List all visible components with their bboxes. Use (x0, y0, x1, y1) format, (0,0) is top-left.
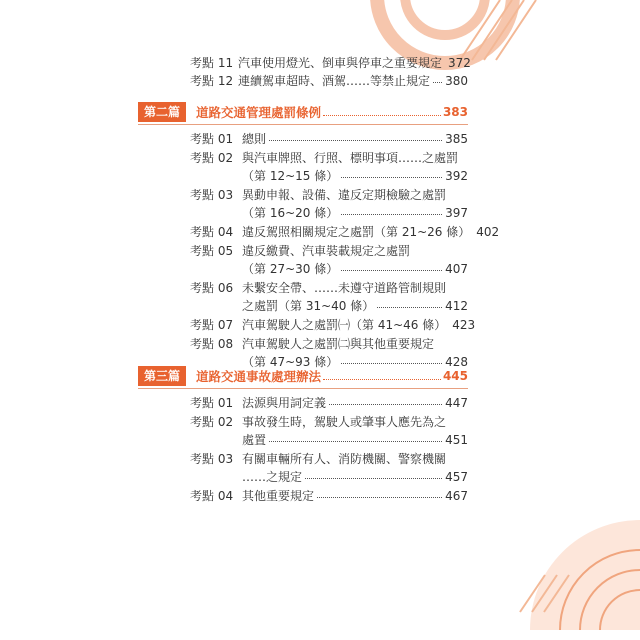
entry-title: （第 16~20 條） (242, 206, 339, 221)
part-page: 445 (442, 369, 468, 383)
part2-header[interactable] (138, 102, 468, 122)
toc-entry-line[interactable] (190, 489, 468, 503)
leader-dots (433, 81, 442, 83)
entry-number: 考點 12 (190, 74, 234, 88)
entry-title: （第 27~30 條） (242, 262, 339, 277)
entry-number: 考點 04 (190, 225, 234, 239)
entry-page: 397 (445, 206, 468, 221)
entry-page: 457 (445, 470, 468, 485)
entry-number: 考點 05 (190, 243, 234, 258)
toc-entry-line[interactable] (190, 415, 468, 429)
leader-dots (269, 139, 442, 141)
divider (138, 388, 468, 389)
part-page: 383 (442, 105, 468, 119)
entry-title: 之處罰（第 31~40 條） (242, 299, 375, 314)
leader-dots (323, 379, 441, 380)
entry-page: 451 (445, 433, 468, 448)
toc-entry[interactable] (190, 74, 468, 88)
entry-number: 考點 06 (190, 280, 234, 295)
entry-page: 402 (476, 225, 500, 239)
entry-title: 連續駕車超時、酒駕……等禁止規定 (238, 74, 431, 88)
entry-number: 考點 02 (190, 414, 234, 429)
entry-title: 其他重要規定 (242, 489, 315, 503)
toc-entry-line[interactable] (190, 206, 468, 220)
entry-title: 總則 (242, 132, 267, 146)
leader-dots (341, 213, 442, 215)
entry-page: 423 (452, 318, 476, 332)
entry-title: 事故發生時，駕駛人或肇事人應先為之 (242, 414, 447, 429)
toc-entry-line[interactable] (190, 169, 468, 183)
entry-page: 412 (445, 299, 468, 314)
entry-page: 428 (445, 355, 468, 370)
entry-number: 考點 07 (190, 318, 234, 332)
entry-title: 處置 (242, 433, 267, 448)
leader-dots (377, 306, 442, 308)
part-label: 第二篇 (138, 102, 186, 122)
part3-header[interactable] (138, 366, 468, 386)
entry-page: 407 (445, 262, 468, 277)
bottom-circle-decoration (530, 520, 640, 630)
toc-entry-line[interactable] (190, 244, 468, 258)
toc-entry-line[interactable] (190, 225, 500, 239)
entry-title: 與汽車牌照、行照、標明事項……之處罰 (242, 150, 459, 165)
toc-entry-line[interactable] (190, 132, 468, 146)
entry-number: 考點 04 (190, 489, 234, 503)
part-title: 道路交通管理處罰條例 (196, 105, 322, 120)
entry-title: 汽車駕駛人之處罰㈡與其他重要規定 (242, 336, 435, 351)
entry-title: 違反駕照相關規定之處罰（第 21~26 條） (242, 225, 471, 239)
entry-title: 違反繳費、汽車裝載規定之處罰 (242, 243, 411, 258)
toc-entry-line[interactable] (190, 151, 468, 165)
part-title: 道路交通事故處理辦法 (196, 369, 322, 384)
toc-entry[interactable] (190, 56, 471, 70)
entry-title: 未繫安全帶、……未遵守道路管制規則 (242, 280, 447, 295)
leader-dots (341, 269, 442, 271)
entry-page: 467 (445, 489, 468, 503)
leader-dots (269, 440, 442, 442)
leader-dots (341, 176, 442, 178)
entry-number: 考點 08 (190, 336, 234, 351)
entry-title: （第 47~93 條） (242, 355, 339, 370)
entry-number: 考點 02 (190, 150, 234, 165)
entry-page: 385 (445, 132, 468, 146)
entry-number: 考點 01 (190, 396, 234, 410)
part-label: 第三篇 (138, 366, 186, 386)
toc-entry-line[interactable] (190, 318, 476, 332)
entry-page: 380 (445, 74, 468, 88)
toc-entry-line[interactable] (190, 188, 468, 202)
leader-dots (305, 477, 442, 479)
entry-number: 考點 01 (190, 132, 234, 146)
entry-title: 有關車輛所有人、消防機關、警察機關 (242, 451, 447, 466)
toc-entry-line[interactable] (190, 470, 468, 484)
divider (138, 124, 468, 125)
entry-title: 異動申報、設備、違反定期檢驗之處罰 (242, 187, 447, 202)
leader-dots (329, 403, 442, 405)
toc-entry-line[interactable] (190, 262, 468, 276)
leader-dots (341, 362, 442, 364)
leader-dots (317, 496, 442, 498)
entry-page: 372 (448, 56, 471, 70)
toc-entry-line[interactable] (190, 452, 468, 466)
toc-entry-line[interactable] (190, 337, 468, 351)
entry-title: （第 12~15 條） (242, 169, 339, 184)
entry-page: 392 (445, 169, 468, 184)
entry-number: 考點 11 (190, 56, 234, 70)
entry-title: 汽車駕駛人之處罰㈠（第 41~46 條） (242, 318, 447, 332)
entry-page: 447 (445, 396, 468, 410)
entry-number: 考點 03 (190, 451, 234, 466)
entry-number: 考點 03 (190, 187, 234, 202)
entry-title: 汽車使用燈光、倒車與停車之重要規定 (238, 56, 443, 70)
entry-title: ……之規定 (242, 470, 303, 485)
toc-entry-line[interactable] (190, 299, 468, 313)
leader-dots (323, 115, 441, 116)
toc-entry-line[interactable] (190, 281, 468, 295)
toc-entry-line[interactable] (190, 396, 468, 410)
entry-title: 法源與用詞定義 (242, 396, 327, 410)
toc-entry-line[interactable] (190, 433, 468, 447)
